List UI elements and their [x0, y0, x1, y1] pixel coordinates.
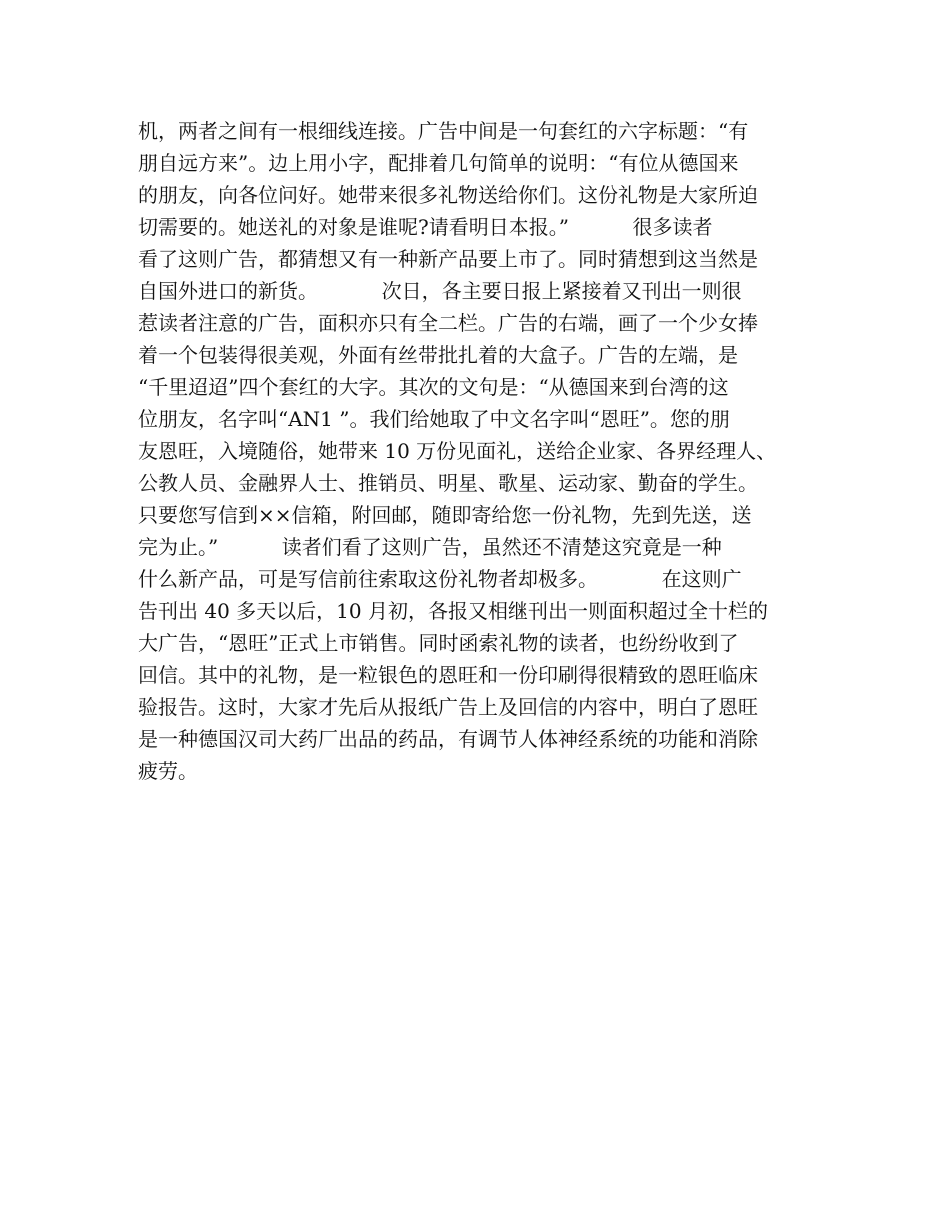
- text-line: 惹读者注意的广告，面积亦只有全二栏。广告的右端，画了一个少女捧: [138, 311, 758, 335]
- text-line: 公教人员、金融界人士、推销员、明星、歌星、运动家、勤奋的学生。: [138, 471, 758, 495]
- text-line: 自国外进口的新货。 次日，各主要日报上紧接着又刊出一则很: [138, 279, 742, 303]
- text-line: 完为止。” 读者们看了这则广告，虽然还不清楚这究竟是一种: [138, 535, 722, 559]
- text-line: 位朋友，名字叫“AN1 ”。我们给她取了中文名字叫“恩旺”。您的朋: [138, 407, 730, 431]
- text-line: 什么新产品，可是写信前往索取这份礼物者却极多。 在这则广: [138, 567, 742, 591]
- text-line: 着一个包装得很美观，外面有丝带批扎着的大盒子。广告的左端，是: [138, 343, 738, 367]
- text-line: 回信。其中的礼物，是一粒银色的恩旺和一份印刷得很精致的恩旺临床: [138, 663, 758, 687]
- text-line: 友恩旺，入境随俗，她带来 10 万份见面礼，送给企业家、各界经理人、: [138, 439, 777, 463]
- text-line: 的朋友，向各位问好。她带来很多礼物送给你们。这份礼物是大家所迫: [138, 183, 758, 207]
- text-line: 只要您写信到××信箱，附回邮，随即寄给您一份礼物，先到先送，送: [138, 503, 752, 527]
- text-line: 是一种德国汉司大药厂出品的药品，有调节人体神经系统的功能和消除: [138, 727, 758, 751]
- text-line: 验报告。这时，大家才先后从报纸广告上及回信的内容中，明白了恩旺: [138, 695, 758, 719]
- text-line: 大广告，“恩旺”正式上市销售。同时函索礼物的读者，也纷纷收到了: [138, 631, 739, 655]
- text-line: “千里迢迢”四个套红的大字。其次的文句是：“从德国来到台湾的这: [138, 375, 729, 399]
- text-line: 告刊出 40 多天以后，10 月初，各报又相继刊出一则面积超过全十栏的: [138, 599, 768, 623]
- text-line: 朋自远方来”。边上用小字，配排着几句简单的说明：“有位从德国来: [138, 151, 739, 175]
- text-line: 机，两者之间有一根细线连接。广告中间是一句套红的六字标题：“有: [138, 119, 749, 143]
- text-line: 疲劳。: [138, 759, 198, 783]
- text-line: 切需要的。她送礼的对象是谁呢?请看明日本报。” 很多读者: [138, 215, 713, 239]
- text-line: 看了这则广告，都猜想又有一种新产品要上市了。同时猜想到这当然是: [138, 247, 758, 271]
- body-text: [138, 115, 838, 787]
